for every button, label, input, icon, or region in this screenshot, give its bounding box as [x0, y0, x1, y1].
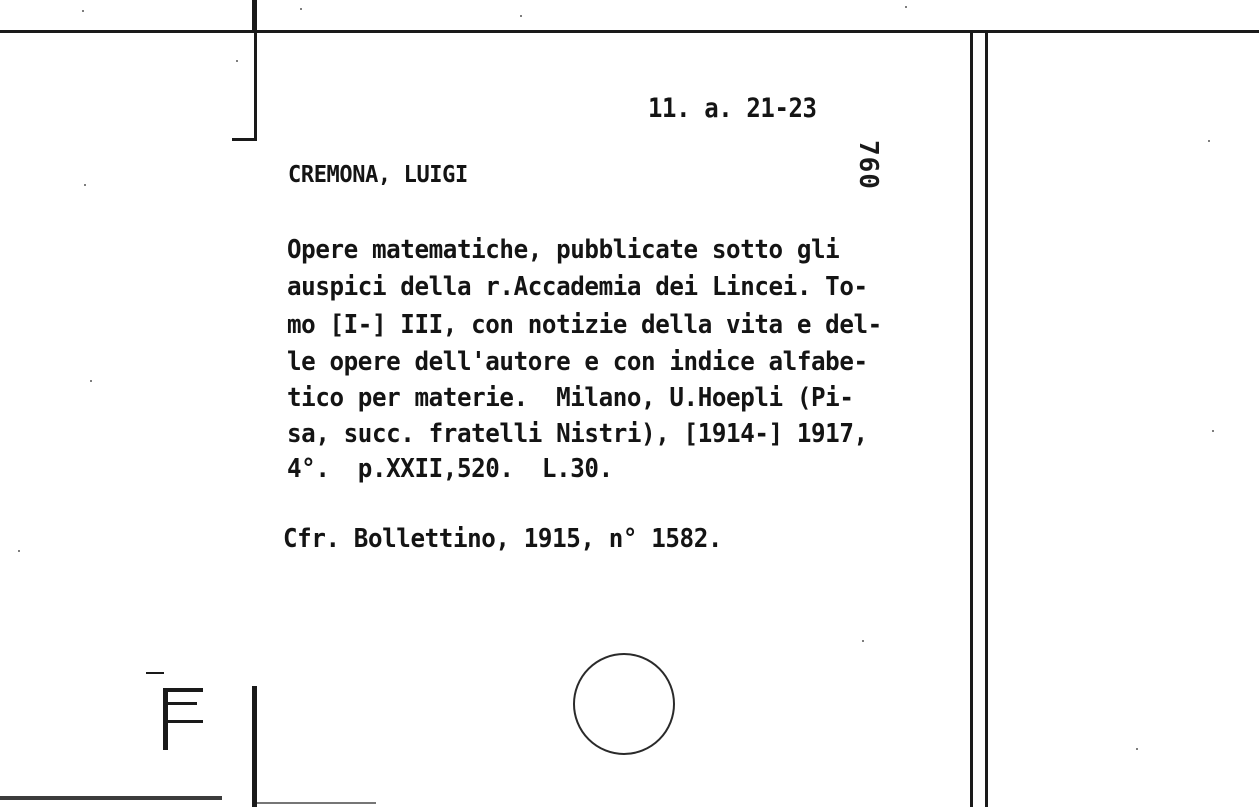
author-heading: CREMONA, LUIGI: [288, 162, 468, 189]
reference-line: Cfr. Bollettino, 1915, n° 1582.: [283, 523, 723, 554]
left-card-edge: [252, 0, 257, 30]
scan-speck: [520, 15, 522, 17]
far-right-edge: [985, 33, 988, 807]
left-card-edge-lower: [254, 33, 257, 141]
tab-bracket: [146, 672, 164, 674]
side-number: 760: [853, 140, 883, 190]
description-line: le opere dell'autore e con indice alfabe-: [287, 346, 868, 377]
left-notch: [232, 138, 256, 141]
description-line: mo [I-] III, con notizie della vita e del-: [287, 309, 882, 340]
scan-speck: [1136, 748, 1138, 750]
call-number: 11. a. 21-23: [648, 92, 817, 124]
right-card-edge: [970, 33, 973, 807]
scan-speck: [862, 640, 864, 642]
bottom-left-edge: [252, 686, 257, 807]
scan-speck: [1208, 140, 1210, 142]
scan-speck: [905, 6, 907, 8]
f-tab-marker-icon: [163, 688, 205, 750]
top-border: [0, 30, 1259, 33]
scan-speck: [300, 8, 302, 10]
scan-speck: [82, 10, 84, 12]
scan-speck: [236, 60, 238, 62]
description-line: 4°. p.XXII,520. L.30.: [287, 453, 613, 484]
bottom-right-border: [256, 802, 376, 804]
punch-hole-icon: [573, 653, 675, 755]
description-line: auspici della r.Accademia dei Lincei. To-: [287, 271, 868, 302]
scan-speck: [18, 550, 20, 552]
scan-speck: [1212, 430, 1214, 432]
scan-speck: [84, 184, 86, 186]
scan-speck: [90, 380, 92, 382]
description-line: Opere matematiche, pubblicate sotto gli: [287, 234, 840, 265]
description-line: tico per materie. Milano, U.Hoepli (Pi-: [287, 382, 854, 413]
bottom-border: [0, 796, 222, 800]
description-line: sa, succ. fratelli Nistri), [1914-] 1917,: [287, 418, 868, 449]
